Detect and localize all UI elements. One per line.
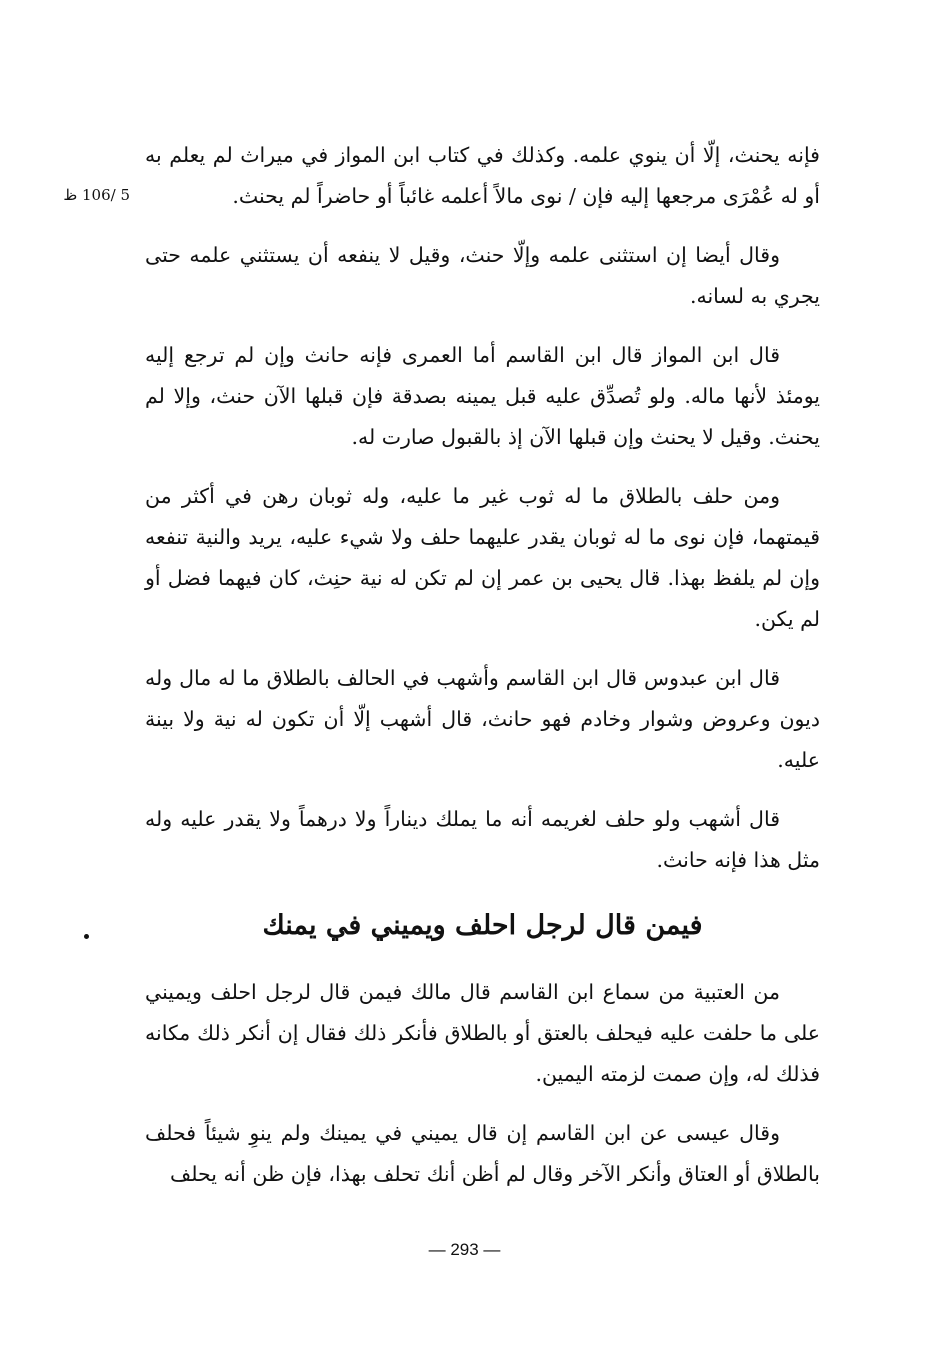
margin-dot	[84, 934, 89, 939]
margin-reference: 5 /106 ظ	[63, 186, 130, 204]
body-text-top	[145, 135, 820, 881]
paragraph: قال ابن المواز قال ابن القاسم أما العمرى فإنه حانث وإن لم ترجع إليه يومئذ لأنها ماله. ولو تُصدِّق عليه قبل يمينه بصدقة فإن قبلها الآن حنث، وإلا لم يحنث. وقيل لا يحنث وإن قبلها الآن إذ بالقبول صارت له.	[145, 343, 820, 449]
paragraph: وقال أيضا إن استثنى علمه وإلّا حنث، وقيل لا ينفعه أن يستثني علمه حتى يجري به لسانه.	[145, 243, 820, 308]
paragraph: وقال عيسى عن ابن القاسم إن قال يميني في يمينك ولم ينوِ شيئاً فحلف بالطلاق أو العتاق وأنكر الآخر وقال لم أظن أنك تحلف بهذا، فإن ظن أنه يحلف	[145, 1121, 820, 1186]
paragraph: من العتبية من سماع ابن القاسم قال مالك فيمن قال لرجل احلف ويميني على ما حلفت عليه فيحلف بالعتق أو بالطلاق فأنكر ذلك فقال إن أنكر ذلك مكانه فذلك له، وإن صمت لزمته اليمين.	[145, 980, 820, 1086]
body-text-bottom	[145, 972, 820, 1195]
page-number: — 293 —	[428, 1240, 501, 1259]
paragraph: قال أشهب ولو حلف لغريمه أنه ما يملك ديناراً ولا درهماً ولا يقدر عليه وله مثل هذا فإنه حانث.	[145, 807, 820, 872]
section-heading: فيمن قال لرجل احلف ويميني في يمنك	[262, 910, 703, 941]
paragraph: ومن حلف بالطلاق ما له ثوب غير ما عليه، وله ثوبان رهن في أكثر من قيمتهما، فإن نوى ما له ثوبان يقدر عليهما حلف ولا شيء عليه، يريد والنية تنفعه وإن لم يلفظ بهذا. قال يحيى بن عمر إن لم تكن له نية حنِث، كان فيهما فضل أو لم يكن.	[145, 484, 820, 631]
paragraph: قال ابن عبدوس قال ابن القاسم وأشهب في الحالف بالطلاق ما له مال وله ديون وعروض وشوار وخادم فهو حانث، قال أشهب إلّا أن تكون له نية ولا بينة عليه.	[145, 666, 820, 772]
paragraph: فإنه يحنث، إلّا أن ينوي علمه. وكذلك في كتاب ابن المواز في ميراث لم يعلم به أو له عُمْرَى مرجعها إليه فإن / نوى مالاً أعلمه غائباً أو حاضراً لم يحنث.	[145, 143, 820, 208]
